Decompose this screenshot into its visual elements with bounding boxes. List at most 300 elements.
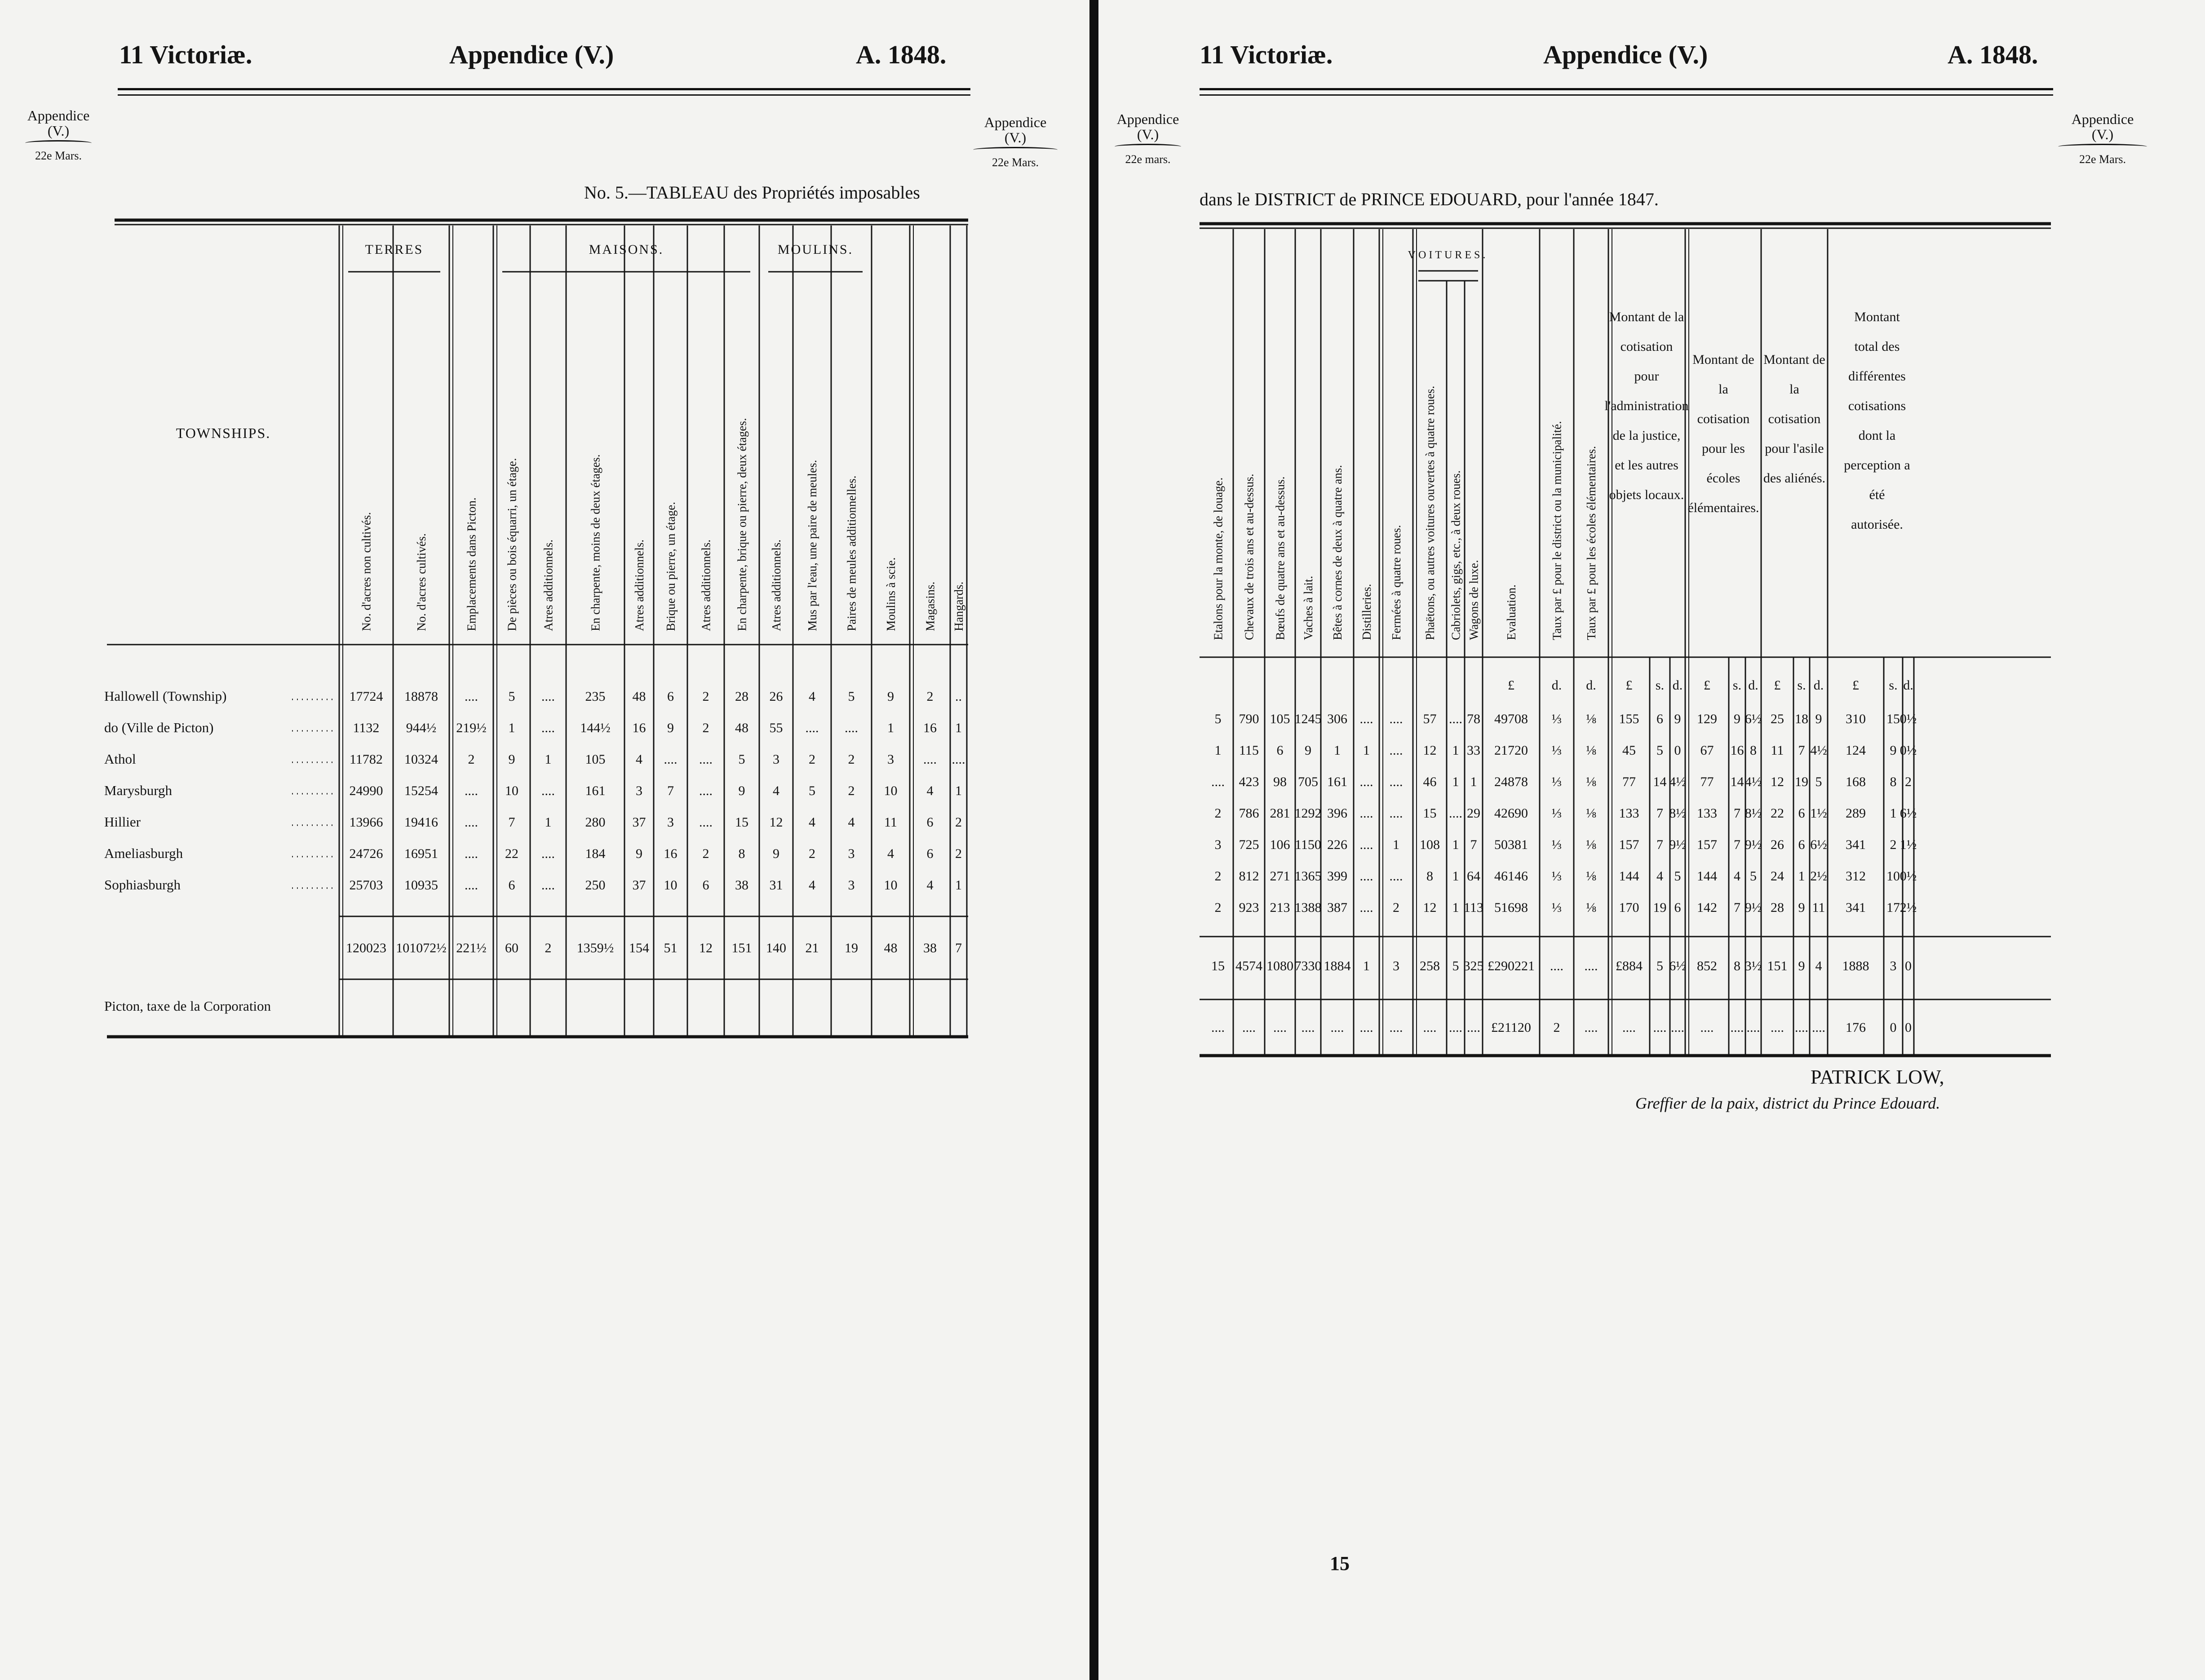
table-cell: ⅓ (1551, 743, 1562, 758)
row-label: Athol (104, 751, 136, 767)
right-page (1098, 0, 2205, 1680)
total-cell: 4574 (1235, 959, 1262, 973)
table-cell: 1 (1470, 774, 1477, 789)
table-cell: 1132 (353, 721, 380, 735)
property-table-left (0, 0, 1089, 1078)
total-cell: 19 (845, 941, 858, 955)
table-cell: 6 (926, 846, 934, 861)
money-header-line: écoles (1706, 471, 1740, 486)
total-cell: 151 (1767, 959, 1788, 973)
footer-cell: .... (1359, 1020, 1373, 1035)
table-cell: .... (1359, 806, 1373, 821)
table-cell: 24726 (349, 846, 383, 861)
footer-cell: 0 (1905, 1020, 1912, 1035)
table-cell: 9 (887, 689, 894, 704)
table-cell: .... (1389, 774, 1403, 789)
signature-title: Greffier de la paix, district du Prince Edouard. (1635, 1094, 1940, 1112)
money-header-line: différentes (1848, 369, 1906, 384)
total-cell: 1888 (1842, 959, 1869, 973)
column-header: En charpente, moins de deux étages. (589, 454, 602, 631)
table-cell: 812 (1239, 869, 1259, 884)
margin-note-line1: Appendice (27, 107, 90, 124)
footer-cell: .... (1330, 1020, 1344, 1035)
table-cell: 10 (1886, 869, 1900, 884)
total-cell: £884 (1616, 959, 1643, 973)
table-cell: 16 (632, 721, 646, 735)
table-cell: 9½ (1745, 837, 1762, 852)
table-cell: 15 (735, 815, 748, 830)
table-cell: 226 (1327, 837, 1347, 852)
table-cell: 289 (1846, 806, 1866, 821)
table-cell: 6 (1798, 806, 1805, 821)
table-cell: 37 (632, 878, 646, 893)
table-cell: 1 (1393, 837, 1399, 852)
table-cell: 4 (809, 878, 815, 893)
table-cell: 9 (667, 721, 674, 735)
table-cell: 2 (848, 752, 855, 767)
table-cell: .... (465, 689, 478, 704)
margin-note-line2: (V.) (2091, 126, 2114, 142)
table-cell: 725 (1239, 837, 1259, 852)
table-cell: 2 (955, 815, 962, 830)
table-cell: 142 (1697, 900, 1717, 915)
table-cell: 923 (1239, 900, 1259, 915)
table-cell: 14 (1730, 774, 1744, 789)
table-cell: ⅛ (1586, 774, 1596, 789)
table-cell: 12 (769, 815, 783, 830)
table-cell: 10 (505, 783, 518, 798)
table-cell: 108 (1420, 837, 1440, 852)
table-cell: 9 (1305, 743, 1311, 758)
column-header: Wagons de luxe. (1467, 560, 1481, 640)
table-cell: 1 (1363, 743, 1370, 758)
table-cell: 4 (809, 689, 815, 704)
table-cell: 1 (955, 721, 962, 735)
column-header: Atres additionnels. (699, 539, 713, 631)
table-cell: 2 (955, 846, 962, 861)
property-table-right (1098, 0, 2205, 1123)
table-cell: 113 (1464, 900, 1483, 915)
table-cell: 10 (884, 878, 898, 893)
table-cell: ⅛ (1586, 743, 1596, 758)
money-header-line: élémentaires. (1687, 500, 1759, 515)
table-cell: 12 (1423, 743, 1437, 758)
table-cell: 55 (769, 721, 783, 735)
page-number: 15 (1330, 1552, 1350, 1574)
table-cell: 0½ (1899, 869, 1917, 884)
group-header: VOITURES. (1408, 249, 1488, 261)
total-cell: 12 (699, 941, 713, 955)
table-cell: 26 (1771, 837, 1784, 852)
table-cell: 219½ (456, 721, 487, 735)
column-header: De pièces ou bois équarri, un étage. (505, 458, 519, 631)
table-cell: .... (699, 815, 713, 830)
unit-cell: d. (1672, 678, 1683, 693)
total-cell: 7 (955, 941, 962, 955)
total-cell: .... (1550, 959, 1563, 973)
header-regnal-year: 11 Victoriæ. (119, 40, 252, 69)
footer-cell: .... (1730, 1020, 1744, 1035)
table-cell: 5 (1656, 743, 1663, 758)
table-cell: 396 (1327, 806, 1347, 821)
table-cell: 5 (809, 783, 815, 798)
table-cell: 115 (1239, 743, 1259, 758)
table-cell: 1150 (1295, 837, 1321, 852)
footer-cell: 2 (1553, 1020, 1560, 1035)
column-header: Chevaux de trois ans et au-dessus. (1242, 473, 1256, 640)
table-cell: ⅓ (1551, 900, 1562, 915)
table-cell: 4 (636, 752, 642, 767)
table-cell: 1 (955, 783, 962, 798)
table-cell: 144½ (580, 721, 611, 735)
table-cell: ⅓ (1551, 869, 1562, 884)
table-cell: 4 (773, 783, 779, 798)
money-header-line: dont la (1858, 428, 1896, 443)
column-header: Brique ou pierre, un étage. (664, 502, 677, 631)
money-header-line: la (1789, 382, 1799, 397)
column-header: Mus par l'eau, une paire de meules. (805, 460, 819, 631)
table-cell: 155 (1619, 712, 1639, 726)
table-cell: 2 (926, 689, 934, 704)
table-cell: 5 (1815, 774, 1822, 789)
margin-note-line2: (V.) (1137, 126, 1159, 142)
table-cell: 1365 (1294, 869, 1322, 884)
money-header-line: cotisation (1768, 411, 1821, 426)
table-cell: .... (1359, 837, 1373, 852)
table-cell: ⅛ (1586, 900, 1596, 915)
header-regnal-year: 11 Victoriæ. (1200, 40, 1333, 69)
table-cell: 78 (1467, 712, 1480, 726)
table-cell: 46 (1423, 774, 1437, 789)
table-cell: 11 (1771, 743, 1784, 758)
table-cell: 8 (1426, 869, 1433, 884)
table-cell: 271 (1270, 869, 1290, 884)
money-header-line: des aliénés. (1763, 471, 1826, 486)
total-cell: 21 (805, 941, 819, 955)
footer-cell: 0 (1890, 1020, 1897, 1035)
table-cell: 77 (1622, 774, 1636, 789)
table-cell: 50381 (1494, 837, 1528, 852)
table-cell: 7 (1470, 837, 1477, 852)
table-cell: 24990 (349, 783, 383, 798)
margin-note-line1: Appendice (2071, 111, 2134, 127)
table-cell: 250 (585, 878, 606, 893)
footer-cell: .... (1812, 1020, 1825, 1035)
table-cell: 1 (1798, 869, 1805, 884)
total-cell: 151 (731, 941, 752, 955)
total-cell: 8 (1734, 959, 1740, 973)
column-header: Bœufs de quatre ans et au-dessus. (1273, 476, 1287, 640)
footer-cell: .... (1671, 1020, 1684, 1035)
table-cell: 1 (1452, 900, 1459, 915)
table-cell: 124 (1846, 743, 1866, 758)
column-header: Phaëtons, ou autres voitures ouvertes à quatre roues. (1423, 385, 1437, 640)
table-cell: .... (541, 846, 555, 861)
money-header-line: Montant de (1692, 352, 1754, 367)
table-cell: 1292 (1294, 806, 1322, 821)
table-cell: 2 (1214, 869, 1222, 884)
money-header-line: Montant de (1763, 352, 1825, 367)
table-cell: 1 (1452, 743, 1459, 758)
table-cell: 15 (1423, 806, 1437, 821)
table-cell: 12 (1423, 900, 1437, 915)
table-cell: 1388 (1294, 900, 1322, 915)
table-cell: 9 (1815, 712, 1822, 726)
table-cell: 24 (1771, 869, 1784, 884)
total-cell: 60 (505, 941, 518, 955)
table-cell: 280 (585, 815, 606, 830)
table-cell: 341 (1846, 837, 1866, 852)
table-cell: 5 (738, 752, 745, 767)
table-cell: 790 (1239, 712, 1259, 726)
group-header: MOULINS. (777, 242, 854, 257)
table-cell: 5 (848, 689, 855, 704)
table-cell: 3 (636, 783, 642, 798)
table-cell: 2 (702, 721, 709, 735)
table-cell: 10935 (404, 878, 438, 893)
table-cell: .... (699, 752, 713, 767)
total-cell: 0 (1905, 959, 1912, 973)
table-cell: 18 (1795, 712, 1808, 726)
footer-cell: 176 (1846, 1020, 1866, 1035)
money-header (1844, 309, 1910, 532)
table-cell: 26 (769, 689, 783, 704)
table-cell: .... (541, 721, 555, 735)
margin-note-date: 22e Mars. (35, 149, 82, 162)
table-cell: 168 (1846, 774, 1866, 789)
unit-cell: £ (1508, 678, 1514, 693)
margin-note-line1: Appendice (984, 114, 1047, 130)
table-cell: 8½ (1669, 806, 1686, 821)
table-cell: 7 (1798, 743, 1805, 758)
table-cell: 2 (1890, 837, 1897, 852)
footer-cell: .... (1771, 1020, 1784, 1035)
table-cell: 17724 (349, 689, 383, 704)
table-cell: 6 (1798, 837, 1805, 852)
row-label: Sophiasburgh (104, 877, 181, 893)
total-cell: 38 (923, 941, 937, 955)
table-cell: .... (1389, 869, 1403, 884)
table-cell: 184 (585, 846, 606, 861)
table-cell: .. (955, 689, 962, 704)
row-label: Marysburgh (104, 783, 172, 798)
total-cell: 4 (1815, 959, 1822, 973)
total-cell: 1 (1363, 959, 1370, 973)
table-cell: ⅓ (1551, 712, 1562, 726)
table-cell: 42690 (1494, 806, 1528, 821)
table-cell: 6 (1656, 712, 1663, 726)
table-cell: 9 (1674, 712, 1681, 726)
table-cell: 7 (667, 783, 674, 798)
total-cell: 120023 (346, 941, 386, 955)
footer-cell: .... (1423, 1020, 1437, 1035)
table-cell: 4 (926, 783, 934, 798)
row-label: do (Ville de Picton) (104, 720, 214, 735)
money-header-line: perception a (1844, 458, 1910, 473)
table-cell: 157 (1697, 837, 1717, 852)
column-header: En charpente, brique ou pierre, deux étages. (735, 418, 749, 631)
total-cell: 1884 (1324, 959, 1351, 973)
total-cell: 15 (1211, 959, 1225, 973)
table-cell: .... (465, 815, 478, 830)
table-cell: 161 (1327, 774, 1347, 789)
table-cell: 9 (773, 846, 779, 861)
column-header: Bêtes à cornes de deux à quatre ans. (1330, 465, 1344, 640)
money-header-line: cotisation (1620, 339, 1673, 354)
margin-note-line2: (V.) (1004, 129, 1027, 146)
table-cell: 67 (1700, 743, 1714, 758)
table-cell: 16 (923, 721, 937, 735)
money-header-line: de la justice, (1612, 428, 1681, 443)
table-cell: 16951 (404, 846, 438, 861)
table-cell: 157 (1619, 837, 1639, 852)
table-cell: 1 (1452, 869, 1459, 884)
table-cell: 3 (848, 878, 855, 893)
table-cell: 18878 (404, 689, 438, 704)
table-cell: 6½ (1899, 806, 1917, 821)
table-cell: 31 (769, 878, 783, 893)
table-cell: 312 (1846, 869, 1866, 884)
table-cell: 133 (1697, 806, 1717, 821)
table-cell: 6 (1276, 743, 1284, 758)
money-header-line: pour (1634, 369, 1659, 384)
table-cell: 5 (508, 689, 515, 704)
header-appendix: Appendice (V.) (449, 40, 614, 69)
table-cell: ⅓ (1551, 774, 1562, 789)
table-cell: .... (923, 752, 937, 767)
table-cell: .... (465, 846, 478, 861)
column-header: Cabriolets, gigs, etc., à deux roues. (1449, 470, 1463, 640)
table-cell: 105 (1270, 712, 1290, 726)
table-cell: 0½ (1899, 743, 1917, 758)
table-cell: 0 (1674, 743, 1681, 758)
table-cell: .... (1449, 806, 1462, 821)
table-cell: 4 (926, 878, 934, 893)
table-cell: 2 (702, 689, 709, 704)
margin-note-date: 22e Mars. (2079, 153, 2126, 166)
unit-cell: d. (1748, 678, 1758, 693)
total-cell: 140 (766, 941, 786, 955)
table-cell: .... (1389, 806, 1403, 821)
column-header: No. d'acres non cultivés. (359, 512, 373, 631)
table-cell: 6 (1674, 900, 1681, 915)
table-cell: 306 (1327, 712, 1347, 726)
table-cell: 9 (1734, 712, 1740, 726)
table-cell: 48 (735, 721, 748, 735)
total-cell: .... (1584, 959, 1598, 973)
column-header: Paires de meules additionnelles. (845, 475, 859, 631)
table-cell: 1 (1214, 743, 1222, 758)
column-header: Atres additionnels. (769, 539, 783, 631)
total-cell: 101072½ (396, 941, 447, 955)
column-header: Fermées à quatre roues. (1389, 525, 1403, 640)
table-cell: 16 (1730, 743, 1744, 758)
table-cell: 341 (1846, 900, 1866, 915)
table-cell: 235 (585, 689, 606, 704)
table-cell: .... (1359, 869, 1373, 884)
money-header-line: cotisation (1697, 411, 1750, 426)
table-cell: 8 (738, 846, 745, 861)
table-cell: 9 (636, 846, 642, 861)
total-cell: 1080 (1266, 959, 1293, 973)
table-cell: 7 (1734, 837, 1740, 852)
table-cell: 2 (848, 783, 855, 798)
table-cell: 4 (809, 815, 815, 830)
table-cell: 11 (1812, 900, 1825, 915)
table-cell: 3 (773, 752, 779, 767)
money-header-line: pour l'asile (1765, 441, 1824, 456)
table-cell: 705 (1298, 774, 1318, 789)
column-header: No. d'acres cultivés. (414, 533, 428, 631)
table-cell: .... (541, 783, 555, 798)
table-cell: ⅛ (1586, 869, 1596, 884)
table-cell: .... (465, 783, 478, 798)
table-cell: 57 (1423, 712, 1437, 726)
footer-cell: .... (1242, 1020, 1256, 1035)
table-cell: 22 (505, 846, 518, 861)
total-cell: 9 (1798, 959, 1805, 973)
row-header-townships: TOWNSHIPS. (176, 425, 271, 441)
table-cell: 8½ (1745, 806, 1762, 821)
table-cell: 144 (1619, 869, 1639, 884)
column-header: Moulins à scie. (884, 557, 898, 631)
unit-cell: £ (1625, 678, 1633, 693)
table-cell: .... (1389, 743, 1403, 758)
table-cell: 25703 (349, 878, 383, 893)
table-cell: 399 (1327, 869, 1347, 884)
table-cell: 423 (1239, 774, 1259, 789)
table-cell: 161 (585, 783, 606, 798)
table-cell: 19 (1653, 900, 1667, 915)
unit-cell: s. (1732, 678, 1742, 693)
table-cell: 4 (1734, 869, 1740, 884)
table-cell: 7 (1734, 900, 1740, 915)
table-cell: 37 (632, 815, 646, 830)
table-cell: 28 (735, 689, 748, 704)
table-cell: 170 (1619, 900, 1639, 915)
table-cell: .... (664, 752, 677, 767)
footer-cell: .... (1301, 1020, 1315, 1035)
column-header: Taux par £ pour le district ou la municipalité. (1550, 421, 1564, 640)
group-header: MAISONS. (589, 242, 664, 257)
table-cell: .... (952, 752, 965, 767)
table-cell: 10 (664, 878, 677, 893)
total-cell: 3½ (1745, 959, 1762, 973)
table-cell: 3 (1214, 837, 1222, 852)
table-cell: 1 (955, 878, 962, 893)
table-cell: ⅓ (1551, 837, 1562, 852)
table-cell: 4 (1656, 869, 1663, 884)
unit-cell: d. (1551, 678, 1562, 693)
group-header: TERRES (365, 242, 424, 257)
money-header-line: autorisée. (1851, 517, 1903, 532)
total-cell: 48 (884, 941, 898, 955)
table-cell: 7 (1734, 806, 1740, 821)
footer-cell: .... (1653, 1020, 1667, 1035)
table-cell: ⅓ (1551, 806, 1562, 821)
money-header-line: Montant de la (1609, 309, 1684, 324)
table-cell: 51698 (1494, 900, 1528, 915)
money-header (1763, 352, 1825, 486)
table-cell: 4 (887, 846, 894, 861)
table-cell: .... (541, 878, 555, 893)
row-label: Hallowell (Township) (104, 688, 227, 704)
table-cell: 14 (1653, 774, 1667, 789)
column-header: Atres additionnels. (541, 539, 555, 631)
money-header-line: été (1869, 487, 1885, 502)
table-cell: 64 (1467, 869, 1480, 884)
table-cell: 2 (702, 846, 709, 861)
